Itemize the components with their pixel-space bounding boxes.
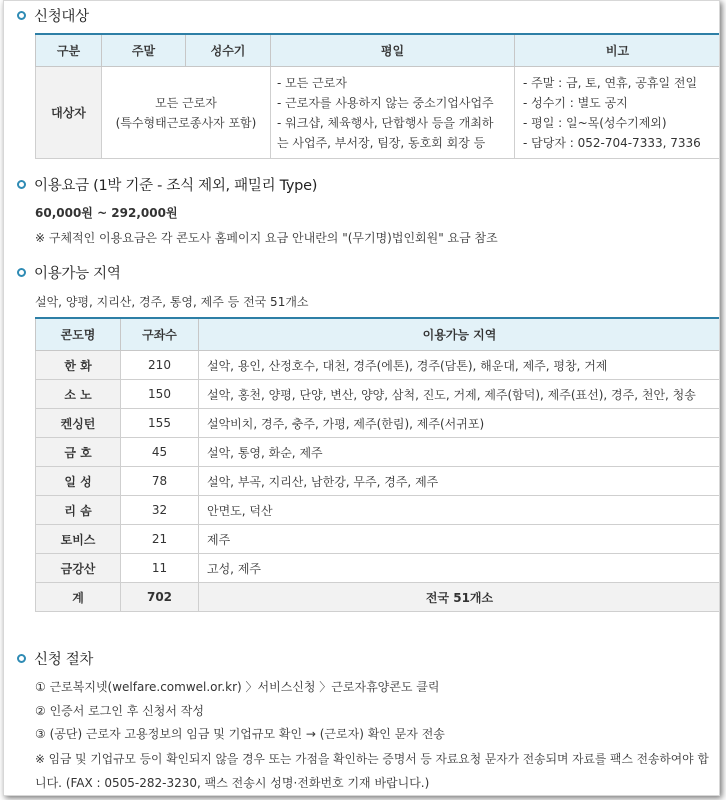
condo-count-cell: 150 bbox=[121, 380, 199, 409]
circle-bullet-icon bbox=[17, 11, 26, 20]
table-row bbox=[36, 351, 721, 380]
condo-areas-cell: 설악, 부곡, 지리산, 남한강, 무주, 경주, 제주 bbox=[199, 467, 721, 496]
section-header-fee bbox=[17, 174, 317, 195]
condo-name-cell: 리 솜 bbox=[36, 496, 121, 525]
condo-areas-cell: 설악비치, 경주, 충주, 가평, 제주(한림), 제주(서귀포) bbox=[199, 409, 721, 438]
condo-areas-cell: 제주 bbox=[199, 525, 721, 554]
condo-name-cell: 토비스 bbox=[36, 525, 121, 554]
weekend-season-cell bbox=[102, 67, 271, 159]
condo-areas-cell: 안면도, 덕산 bbox=[199, 496, 721, 525]
note-line: - 담당자 : 052-704-7333, 7336 bbox=[523, 135, 701, 150]
condo-count-cell: 45 bbox=[121, 438, 199, 467]
table-header-cell: 주말 bbox=[102, 34, 186, 67]
table-header-cell: 이용가능 지역 bbox=[199, 318, 721, 351]
section-header-region bbox=[17, 262, 121, 283]
procedure-step: ③ (공단) 근로자 고용정보의 임금 및 기업규모 확인 → (근로자) 확인 문자 전송 bbox=[35, 727, 445, 741]
region-summary: 설악, 양평, 지리산, 경주, 통영, 제주 등 전국 51개소 bbox=[35, 295, 309, 309]
note-line: - 성수기 : 별도 공지 bbox=[523, 95, 628, 110]
weekday-line: - 워크샵, 체육행사, 단합행사 등을 개최하 bbox=[277, 115, 494, 130]
total-areas-cell: 전국 51개소 bbox=[199, 583, 721, 612]
procedure-step: ② 인증서 로그인 후 신청서 작성 bbox=[35, 704, 204, 718]
condo-count-cell: 78 bbox=[121, 467, 199, 496]
weekend-line: 모든 근로자 bbox=[155, 95, 217, 110]
condo-count-cell: 155 bbox=[121, 409, 199, 438]
table-header-cell: 구좌수 bbox=[121, 318, 199, 351]
table-row bbox=[36, 525, 721, 554]
table-row bbox=[36, 380, 721, 409]
table-header-cell: 구분 bbox=[36, 34, 102, 67]
table-header-cell: 평일 bbox=[271, 34, 515, 67]
table-row bbox=[36, 438, 721, 467]
condo-areas-cell: 고성, 제주 bbox=[199, 554, 721, 583]
section-header-procedure bbox=[17, 648, 93, 669]
condo-areas-cell: 설악, 통영, 화순, 제주 bbox=[199, 438, 721, 467]
condo-table bbox=[35, 317, 720, 612]
section-title: 이용요금 (1박 기준 - 조식 제외, 패밀리 Type) bbox=[34, 178, 318, 194]
condo-name-cell: 일 성 bbox=[36, 467, 121, 496]
procedure-notice-line: ※ 임금 및 기업규모 등이 확인되지 않을 경우 또는 가점을 확인하는 증명서 등 자료요청 문자가 전송되며 자료를 팩스 전송하여야 합 bbox=[35, 752, 709, 766]
weekday-line: - 근로자를 사용하지 않는 중소기업사업주 bbox=[277, 95, 494, 110]
condo-name-cell: 켄싱턴 bbox=[36, 409, 121, 438]
condo-count-cell: 210 bbox=[121, 351, 199, 380]
table-row bbox=[36, 467, 721, 496]
section-header-applicant bbox=[17, 5, 89, 26]
table-row bbox=[36, 409, 721, 438]
page-frame bbox=[3, 0, 720, 796]
table-header-cell: 콘도명 bbox=[36, 318, 121, 351]
table-header-cell: 비고 bbox=[515, 34, 721, 67]
note-line: - 평일 : 일~목(성수기제외) bbox=[523, 115, 667, 130]
condo-name-cell: 소 노 bbox=[36, 380, 121, 409]
row-header-cell: 대상자 bbox=[36, 67, 102, 159]
condo-table-body bbox=[36, 351, 721, 612]
fee-range: 60,000원 ~ 292,000원 bbox=[35, 206, 178, 220]
table-row bbox=[36, 554, 721, 583]
section-title: 신청대상 bbox=[34, 9, 89, 25]
fee-notice: ※ 구체적인 이용요금은 각 콘도사 홈페이지 요금 안내란의 "(무기명)법인회원" 요금 참조 bbox=[35, 231, 498, 245]
table-row bbox=[36, 496, 721, 525]
note-line: - 주말 : 금, 토, 연휴, 공휴일 전일 bbox=[523, 75, 698, 90]
total-name-cell: 계 bbox=[36, 583, 121, 612]
table-header-cell: 성수기 bbox=[186, 34, 271, 67]
applicant-table bbox=[35, 33, 720, 159]
total-count-cell: 702 bbox=[121, 583, 199, 612]
weekday-line: - 모든 근로자 bbox=[277, 75, 347, 90]
circle-bullet-icon bbox=[17, 268, 26, 277]
weekday-cell bbox=[271, 67, 515, 159]
circle-bullet-icon bbox=[17, 180, 26, 189]
circle-bullet-icon bbox=[17, 654, 26, 663]
weekend-line: (특수형태근로종사자 포함) bbox=[115, 115, 257, 130]
section-title: 이용가능 지역 bbox=[34, 266, 121, 282]
section-title: 신청 절차 bbox=[34, 652, 94, 668]
table-total-row bbox=[36, 583, 721, 612]
procedure-step: ① 근로복지넷(welfare.comwel.or.kr) 〉서비스신청 〉근로자휴양콘도 클릭 bbox=[35, 680, 440, 694]
condo-count-cell: 32 bbox=[121, 496, 199, 525]
note-cell bbox=[515, 67, 721, 159]
weekday-line: 는 사업주, 부서장, 팀장, 동호회 회장 등 bbox=[277, 135, 486, 150]
condo-name-cell: 한 화 bbox=[36, 351, 121, 380]
condo-count-cell: 11 bbox=[121, 554, 199, 583]
condo-name-cell: 금 호 bbox=[36, 438, 121, 467]
condo-areas-cell: 설악, 용인, 산정호수, 대천, 경주(에톤), 경주(담톤), 해운대, 제주, 평창, 거제 bbox=[199, 351, 721, 380]
procedure-notice-line: 니다. (FAX : 0505-282-3230, 팩스 전송시 성명·전화번호 기재 바랍니다.) bbox=[35, 776, 430, 790]
condo-areas-cell: 설악, 홍천, 양평, 단양, 변산, 양양, 삼척, 진도, 거제, 제주(함덕), 제주(표선), 경주, 천안, 청송 bbox=[199, 380, 721, 409]
condo-count-cell: 21 bbox=[121, 525, 199, 554]
condo-name-cell: 금강산 bbox=[36, 554, 121, 583]
